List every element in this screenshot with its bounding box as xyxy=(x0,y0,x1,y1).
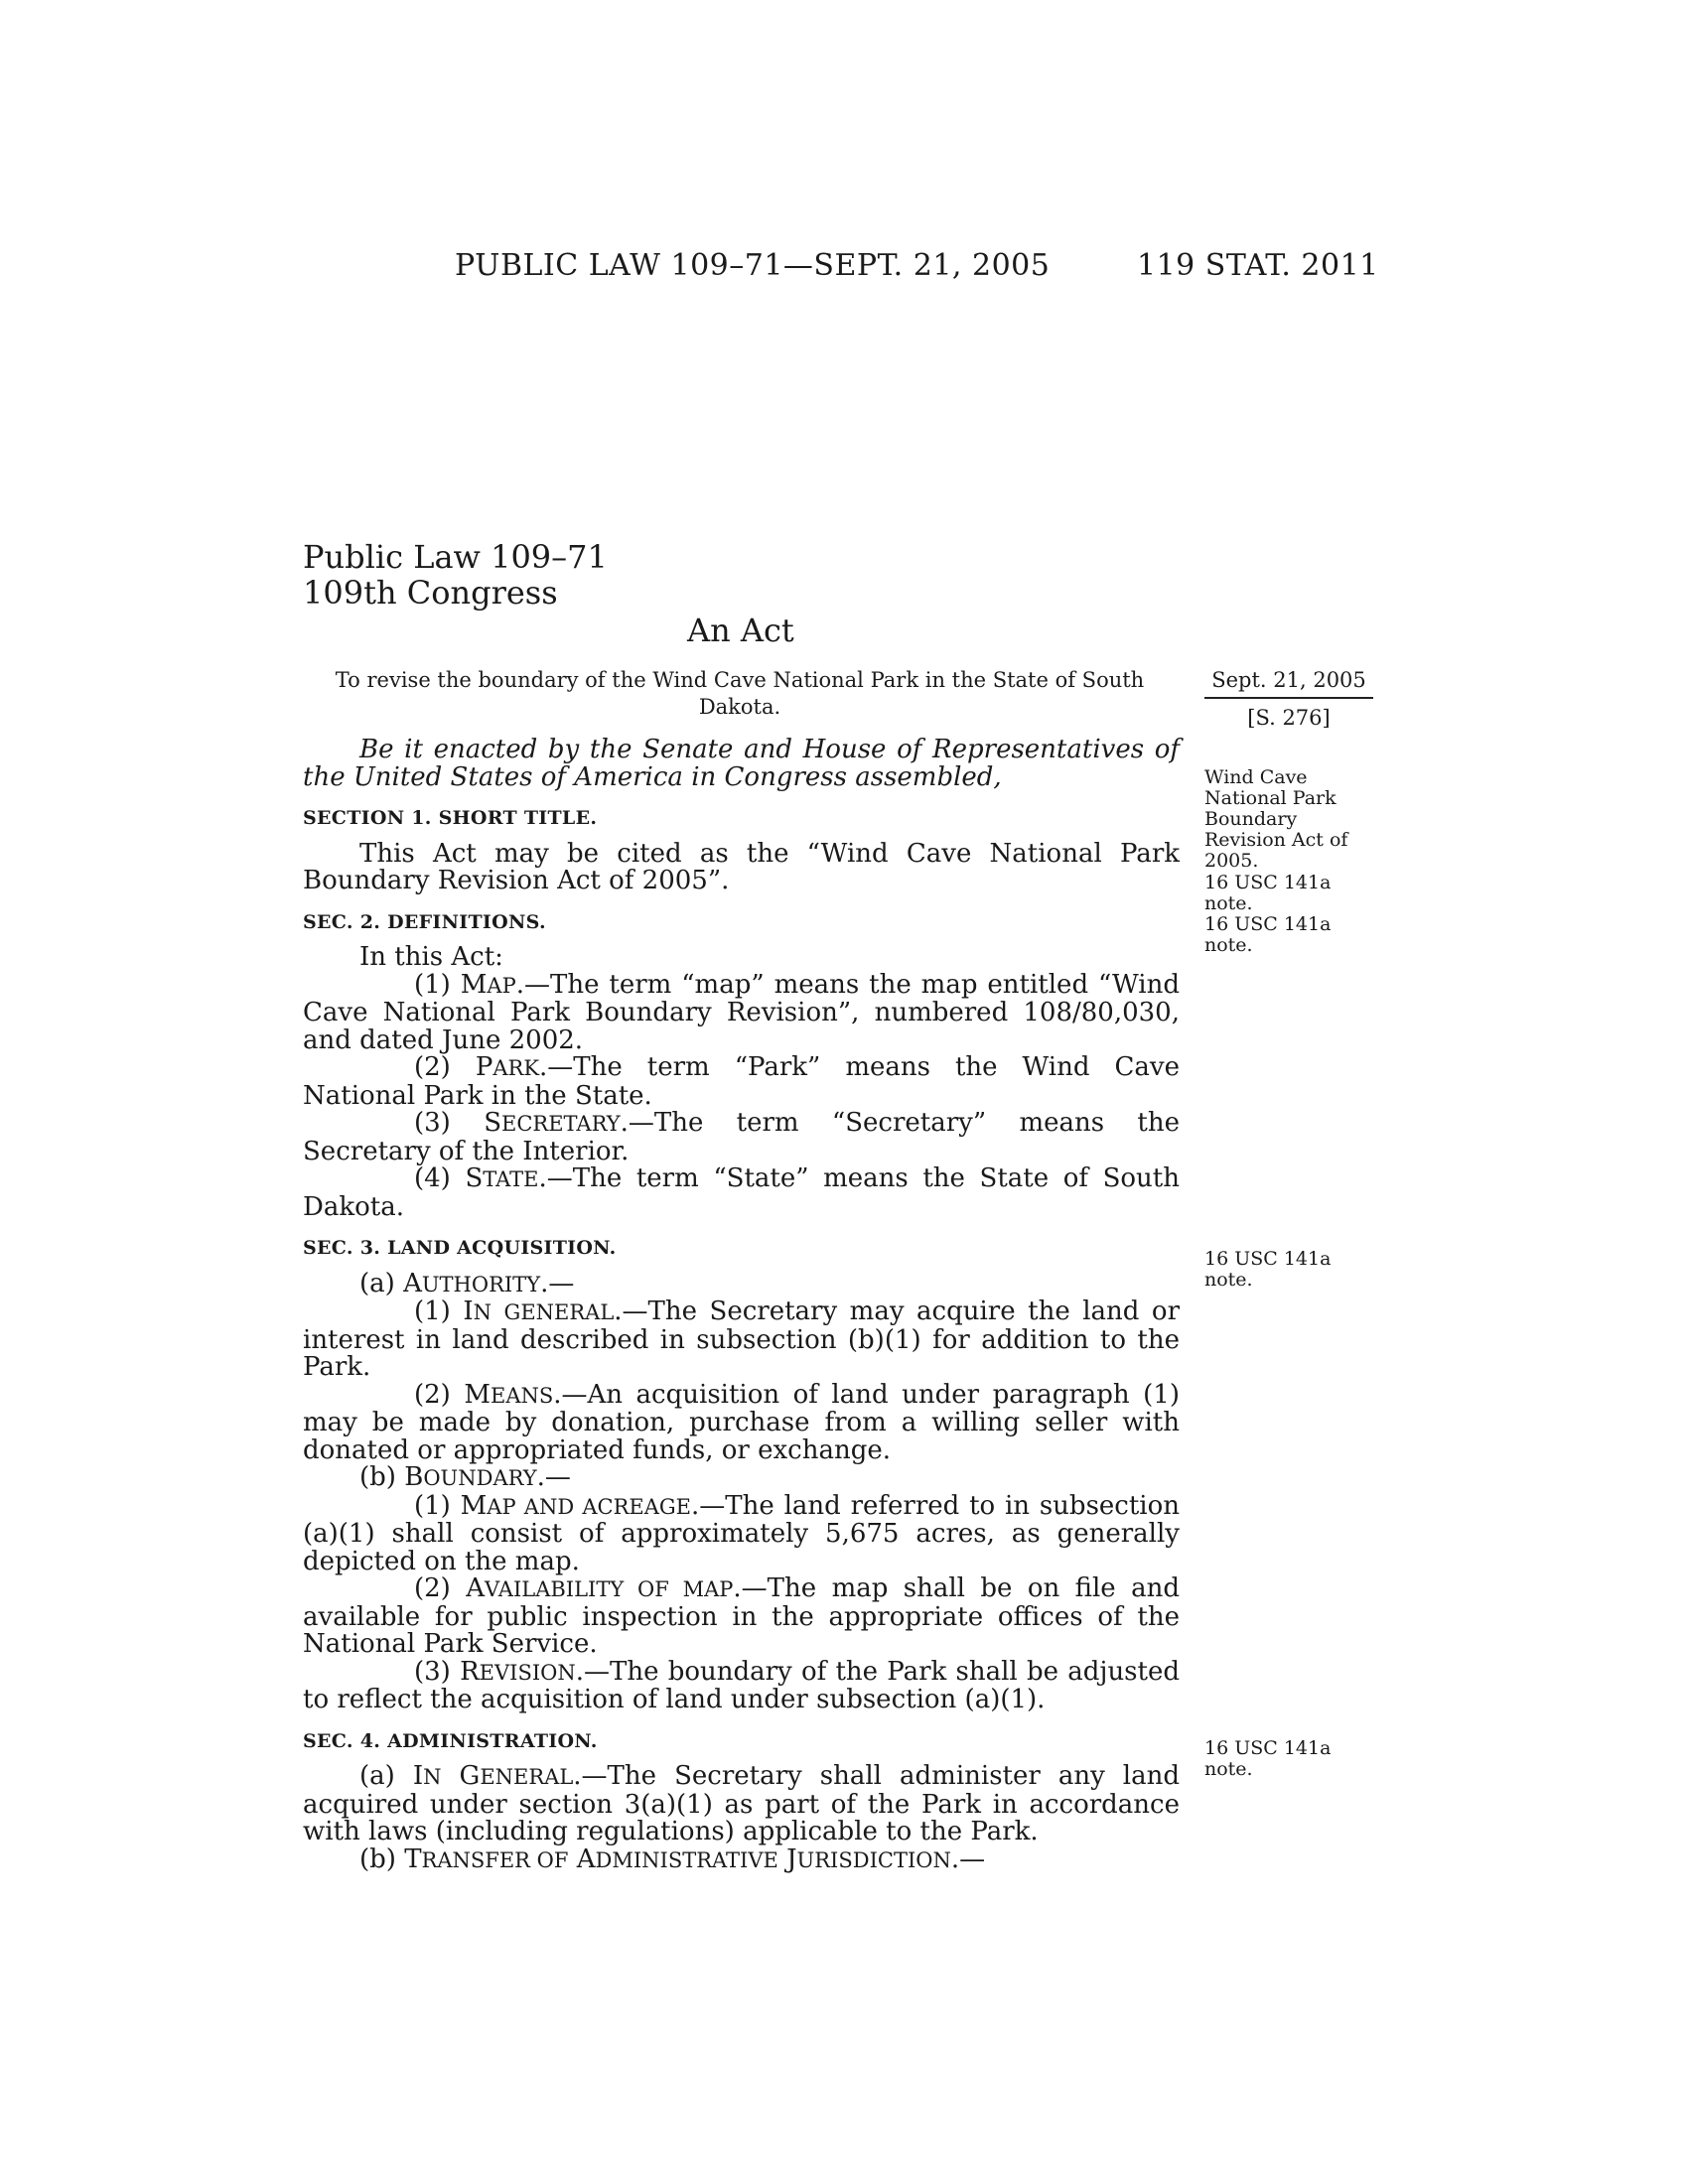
act-heading: An Act xyxy=(687,612,794,649)
bill-number: [S. 276] xyxy=(1247,706,1331,730)
paragraph-revision: (3) REVISION.—The boundary of the Park shall be adjusted to reflect the acquisition of land under subsection (a)(1). xyxy=(303,1656,1181,1714)
subsection-transfer-of-jurisdiction: (b) TRANSFER OF ADMINISTRATIVE JURISDICTION.— xyxy=(359,1843,986,1874)
subsection-authority: (a) AUTHORITY.— xyxy=(359,1268,575,1298)
paragraph-map-and-acreage: (1) MAP AND ACREAGE.—The land referred to in subsection (a)(1) shall consist of approximately 5,675 acres, as generally depicted on the map. xyxy=(303,1490,1181,1576)
section-1-text: This Act may be cited as the “Wind Cave National Park Boundary Revision Act of 2005”. xyxy=(303,838,1180,895)
act-purpose: To revise the boundary of the Wind Cave National Park in the State of South Dakota. xyxy=(335,668,1145,719)
paragraph-means: (2) MEANS.—An acquisition of land under paragraph (1) may be made by donation, purchase from a willing seller with donated or appropriated funds, or exchange. xyxy=(303,1379,1180,1465)
subsection-in-general: (a) IN GENERAL.—The Secretary shall administer any land acquired under section 3(a)(1) as part of the Park in accordance with laws (including regulations) applicable to the Park. xyxy=(303,1761,1181,1846)
enactment-date: Sept. 21, 2005 xyxy=(1204,667,1373,699)
congress-number: 109th Congress xyxy=(303,574,558,612)
margin-note-short-title: Wind Cave National Park Boundary Revision Act of 2005. xyxy=(1204,766,1348,872)
margin-date-block xyxy=(1204,667,1373,732)
public-law-number: Public Law 109–71 xyxy=(303,538,608,576)
definitions-intro: In this Act: xyxy=(359,942,503,972)
margin-note-usc-sec2: 16 USC 141a note. xyxy=(1204,913,1332,956)
running-header: PUBLIC LAW 109–71—SEPT. 21, 2005 xyxy=(455,248,1051,283)
law-title-block xyxy=(303,539,608,611)
definition-secretary: (3) SECRETARY.—The term “Secretary” means the Secretary of the Interior. xyxy=(303,1108,1181,1166)
subsection-boundary: (b) BOUNDARY.— xyxy=(359,1462,571,1492)
section-1-heading: SECTION 1. SHORT TITLE. xyxy=(303,807,598,829)
section-2-heading: SEC. 2. DEFINITIONS. xyxy=(303,910,546,933)
section-4-heading: SEC. 4. ADMINISTRATION. xyxy=(303,1729,598,1752)
paragraph-in-general: (1) IN GENERAL.—The Secretary may acquire the land or interest in land described in subsection (b)(1) for addition to the Park. xyxy=(303,1297,1181,1382)
definition-park: (2) PARK.—The term “Park” means the Wind Cave National Park in the State. xyxy=(303,1052,1180,1111)
definition-map: (1) MAP.—The term “map” means the map entitled “Wind Cave National Park Boundary Revision”, numbered 108/80,030, and dated June 2002. xyxy=(303,969,1181,1055)
margin-note-usc-sec4: 16 USC 141a note. xyxy=(1204,1737,1332,1780)
definition-state: (4) STATE.—The term “State” means the State of South Dakota. xyxy=(303,1163,1180,1222)
section-3-heading: SEC. 3. LAND ACQUISITION. xyxy=(303,1237,617,1259)
margin-note-usc-sec3: 16 USC 141a note. xyxy=(1204,1248,1332,1291)
act-body xyxy=(303,737,1180,1874)
page-number: 119 STAT. 2011 xyxy=(1137,248,1379,283)
paragraph-availability-of-map: (2) AVAILABILITY OF MAP.—The map shall be on file and available for public inspection in the appropriate offices of the National Park Service. xyxy=(303,1573,1180,1659)
margin-note-usc-sec1: 16 USC 141a note. xyxy=(1204,872,1332,914)
enacting-clause: Be it enacted by the Senate and House of Representatives of the United States of America in Congress assembled, xyxy=(303,735,1180,792)
